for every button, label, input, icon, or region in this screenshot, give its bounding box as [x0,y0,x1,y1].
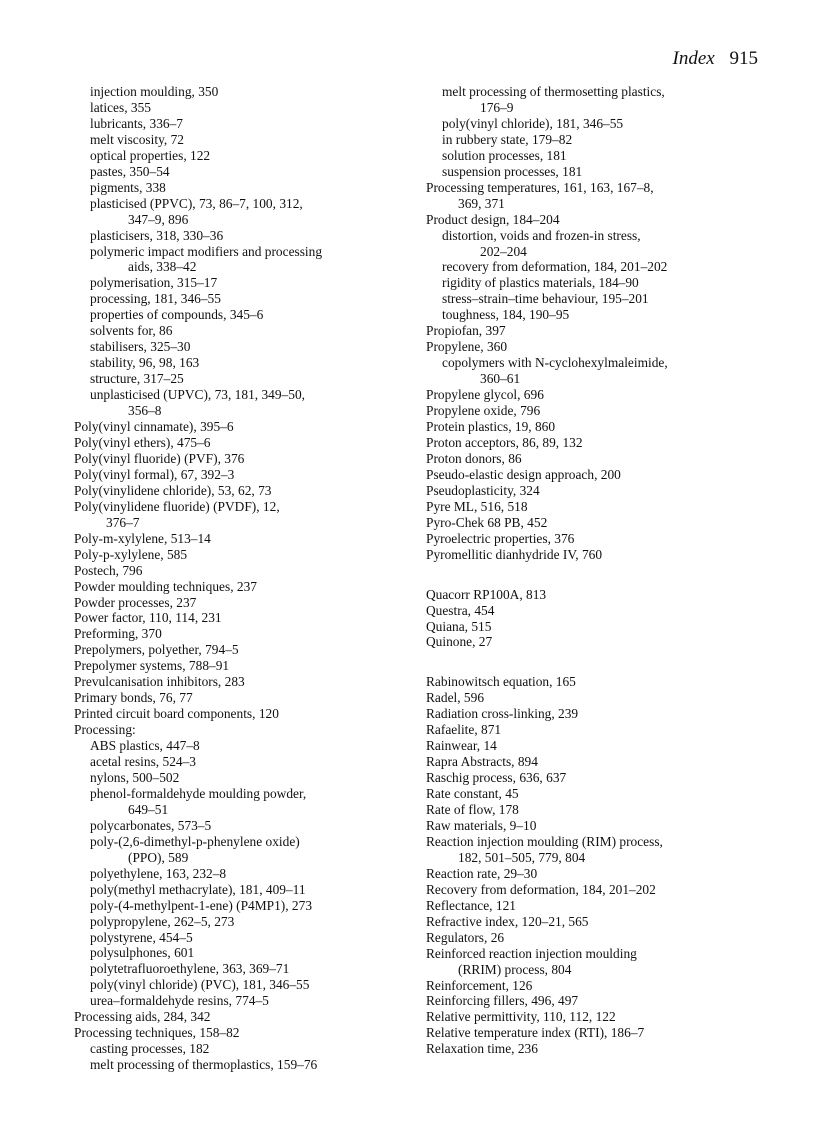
index-entry: Primary bonds, 76, 77 [74,690,193,706]
index-subentry: urea–formaldehyde resins, 774–5 [90,993,269,1009]
index-subentry: acetal resins, 524–3 [90,754,196,770]
index-subentry: pastes, 350–54 [90,163,170,179]
index-entry: Recovery from deformation, 184, 201–202 [426,881,656,897]
index-entry: Reaction rate, 29–30 [426,865,538,881]
section-gap [426,650,771,674]
index-entry: Reflectance, 121 [426,897,516,913]
index-subentry: ABS plastics, 447–8 [90,738,200,754]
index-entry: Pyre ML, 516, 518 [426,498,528,514]
index-entry: Reaction injection moulding (RIM) process, [426,833,663,849]
index-entry: Poly-m-xylylene, 513–14 [74,530,211,546]
index-entry: Propylene glycol, 696 [426,387,544,403]
index-subentry: polytetrafluoroethylene, 363, 369–71 [90,961,290,977]
index-subentry: rigidity of plastics materials, 184–90 [442,275,639,291]
index-subentry: solvents for, 86 [90,323,173,339]
index-subentry: poly-(2,6-dimethyl-p-phenylene oxide) [90,833,300,849]
index-entry: Rabinowitsch equation, 165 [426,674,576,690]
index-entry: Prevulcanisation inhibitors, 283 [74,674,245,690]
section-gap [426,563,771,587]
index-subentry: unplasticised (UPVC), 73, 181, 349–50, [90,387,305,403]
index-entry: Poly(vinyl ethers), 475–6 [74,434,211,450]
index-subentry: polystyrene, 454–5 [90,929,193,945]
index-entry: Rapra Abstracts, 894 [426,754,538,770]
index-entry: Printed circuit board components, 120 [74,706,279,722]
index-subentry: 376–7 [106,514,140,530]
index-entry: Pseudoplasticity, 324 [426,482,540,498]
index-subentry: stress–strain–time behaviour, 195–201 [442,291,649,307]
index-entry: Relaxation time, 236 [426,1041,538,1057]
index-entry: Radel, 596 [426,690,485,706]
index-entry: Processing temperatures, 161, 163, 167–8, [426,179,654,195]
index-subentry: 360–61 [480,371,521,387]
index-entry: Postech, 796 [74,562,143,578]
index-entry: Poly(vinyl fluoride) (PVF), 376 [74,450,245,466]
index-entry: Protein plastics, 19, 860 [426,419,556,435]
index-column-left [74,84,419,1073]
index-entry: Powder moulding techniques, 237 [74,578,257,594]
index-subentry: (PPO), 589 [128,849,189,865]
index-subentry: distortion, voids and frozen-in stress, [442,227,641,243]
index-entry: Quinone, 27 [426,634,493,650]
index-subentry: toughness, 184, 190–95 [442,307,570,323]
index-subentry: 176–9 [480,99,514,115]
index-entry: Radiation cross-linking, 239 [426,706,579,722]
index-entry: Poly(vinyl formal), 67, 392–3 [74,466,235,482]
index-subentry: polycarbonates, 573–5 [90,817,212,833]
index-subentry: 202–204 [480,243,527,259]
index-subentry: processing, 181, 346–55 [90,291,221,307]
index-entry: Reinforcement, 126 [426,977,533,993]
index-subentry: pigments, 338 [90,179,166,195]
index-entry: Propylene oxide, 796 [426,403,541,419]
index-entry: Relative permittivity, 110, 112, 122 [426,1009,616,1025]
index-entry: Processing: [74,722,136,738]
index-entry: Processing aids, 284, 342 [74,1009,211,1025]
index-subentry: solution processes, 181 [442,147,567,163]
index-subentry: polysulphones, 601 [90,945,195,961]
index-entry: Poly(vinylidene chloride), 53, 62, 73 [74,482,272,498]
index-subentry: melt processing of thermoplastics, 159–76 [90,1057,318,1073]
index-subentry: suspension processes, 181 [442,163,583,179]
index-entry: Raw materials, 9–10 [426,817,537,833]
index-entry: Quiana, 515 [426,618,492,634]
index-subentry: casting processes, 182 [90,1041,210,1057]
index-subentry: stability, 96, 98, 163 [90,355,200,371]
index-subentry: 369, 371 [458,195,505,211]
running-title: Index [672,48,715,69]
index-entry: Regulators, 26 [426,929,505,945]
index-subentry: poly-(4-methylpent-1-ene) (P4MP1), 273 [90,897,313,913]
index-entry: Proton acceptors, 86, 89, 132 [426,434,583,450]
index-subentry: (RRIM) process, 804 [458,961,572,977]
index-subentry: 347–9, 896 [128,211,189,227]
index-subentry: melt processing of thermosetting plastics, [442,84,665,99]
index-entry: Pseudo-elastic design approach, 200 [426,466,621,482]
index-subentry: poly(methyl methacrylate), 181, 409–11 [90,881,306,897]
index-entry: Powder processes, 237 [74,594,197,610]
index-entry: Poly(vinyl cinnamate), 395–6 [74,419,234,435]
index-subentry: polypropylene, 262–5, 273 [90,913,235,929]
index-entry: Propiofan, 397 [426,323,506,339]
index-entry: Processing techniques, 158–82 [74,1025,240,1041]
index-subentry: properties of compounds, 345–6 [90,307,264,323]
index-subentry: in rubbery state, 179–82 [442,131,573,147]
index-subentry: plasticised (PPVC), 73, 86–7, 100, 312, [90,195,303,211]
page-number: 915 [729,48,758,69]
index-subentry: latices, 355 [90,99,151,115]
index-subentry: optical properties, 122 [90,147,211,163]
index-entry: Propylene, 360 [426,339,508,355]
index-subentry: 649–51 [128,801,169,817]
index-entry: Proton donors, 86 [426,450,522,466]
index-entry: Rate constant, 45 [426,786,519,802]
index-entry: Preforming, 370 [74,626,162,642]
index-subentry: copolymers with N-cyclohexylmaleimide, [442,355,668,371]
index-entry: Raschig process, 636, 637 [426,770,567,786]
index-column-right [426,84,771,1057]
index-entry: Rainwear, 14 [426,738,497,754]
index-subentry: poly(vinyl chloride), 181, 346–55 [442,115,624,131]
index-entry: Prepolymers, polyether, 794–5 [74,642,239,658]
index-entry: Rafaelite, 871 [426,722,502,738]
index-subentry: nylons, 500–502 [90,769,180,785]
index-entry: Refractive index, 120–21, 565 [426,913,589,929]
index-entry: Power factor, 110, 114, 231 [74,610,222,626]
index-subentry: plasticisers, 318, 330–36 [90,227,224,243]
index-entry: Rate of flow, 178 [426,802,519,818]
index-entry: Quacorr RP100A, 813 [426,586,547,602]
index-subentry: polyethylene, 163, 232–8 [90,865,227,881]
index-subentry: 182, 501–505, 779, 804 [458,849,586,865]
index-subentry: polymerisation, 315–17 [90,275,218,291]
index-entry: Reinforced reaction injection moulding [426,945,637,961]
index-subentry: polymeric impact modifiers and processing [90,243,323,259]
index-entry: Pyroelectric properties, 376 [426,530,575,546]
index-entry: Relative temperature index (RTI), 186–7 [426,1025,645,1041]
index-subentry: lubricants, 336–7 [90,115,183,131]
index-entry: Poly-p-xylylene, 585 [74,546,188,562]
index-entry: Reinforcing fillers, 496, 497 [426,993,579,1009]
index-subentry: recovery from deformation, 184, 201–202 [442,259,668,275]
index-entry: Pyromellitic dianhydride IV, 760 [426,546,603,562]
index-entry: Product design, 184–204 [426,211,560,227]
index-subentry: injection moulding, 350 [90,84,219,99]
index-subentry: phenol-formaldehyde moulding powder, [90,785,307,801]
index-entry: Pyro-Chek 68 PB, 452 [426,514,548,530]
index-subentry: poly(vinyl chloride) (PVC), 181, 346–55 [90,977,310,993]
index-entry: Prepolymer systems, 788–91 [74,658,230,674]
index-entry: Questra, 454 [426,602,495,618]
index-entry: Poly(vinylidene fluoride) (PVDF), 12, [74,498,280,514]
index-subentry: aids, 338–42 [128,259,197,275]
page-header [673,48,758,70]
index-subentry: stabilisers, 325–30 [90,339,191,355]
index-subentry: 356–8 [128,403,162,419]
index-subentry: structure, 317–25 [90,371,184,387]
index-subentry: melt viscosity, 72 [90,131,184,147]
